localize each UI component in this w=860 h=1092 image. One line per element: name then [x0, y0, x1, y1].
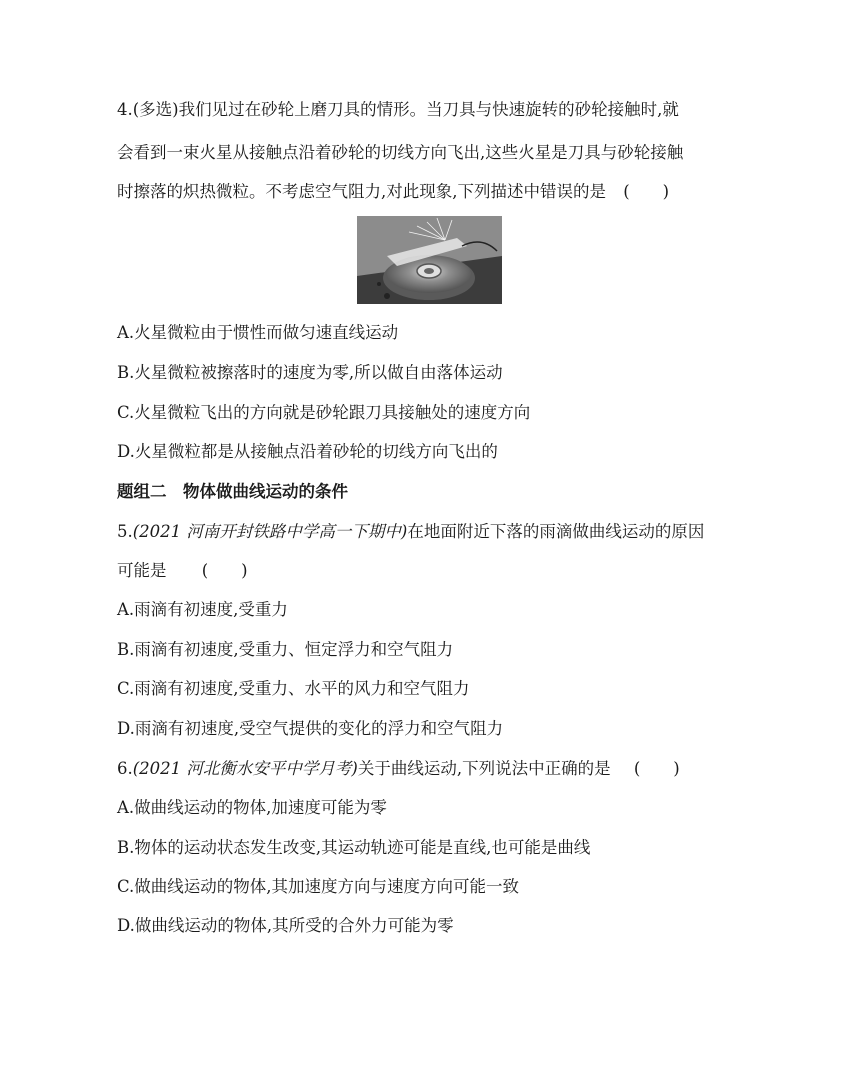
q4-answer-blank: ( )	[623, 182, 670, 201]
q6-stem-line-1	[117, 758, 680, 780]
q5-option-b: B.雨滴有初速度,受重力、恒定浮力和空气阻力	[117, 640, 454, 659]
q5-option-c: C.雨滴有初速度,受重力、水平的风力和空气阻力	[117, 679, 470, 698]
q4-option-a: A.火星微粒由于惯性而做匀速直线运动	[117, 323, 399, 342]
q5-stem-text-2: 可能是	[117, 561, 167, 580]
section-heading: 题组二 物体做曲线运动的条件	[117, 482, 348, 501]
grinding-wheel-illustration	[357, 216, 502, 304]
q5-answer-blank: ( )	[201, 561, 248, 580]
q5-number: 5.	[117, 522, 133, 541]
q6-source: (2021 河北衡水安平中学月考)	[132, 759, 358, 778]
q5-source: (2021 河南开封铁路中学高一下期中)	[132, 522, 408, 541]
q4-stem-line-2: 会看到一束火星从接触点沿着砂轮的切线方向飞出,这些火星是刀具与砂轮接触	[117, 143, 684, 162]
q4-option-c: C.火星微粒飞出的方向就是砂轮跟刀具接触处的速度方向	[117, 403, 531, 422]
q4-stem-line-1: 4.(多选)我们见过在砂轮上磨刀具的情形。当刀具与快速旋转的砂轮接触时,就	[117, 100, 679, 119]
q4-option-d: D.火星微粒都是从接触点沿着砂轮的切线方向飞出的	[117, 442, 498, 461]
q5-option-a: A.雨滴有初速度,受重力	[117, 600, 288, 619]
q4-stem-line-3	[117, 181, 669, 203]
q4-option-b: B.火星微粒被擦落时的速度为零,所以做自由落体运动	[117, 363, 503, 382]
q6-number: 6.	[117, 759, 133, 778]
q6-option-c: C.做曲线运动的物体,其加速度方向与速度方向可能一致	[117, 877, 520, 896]
grinding-wheel-photo	[357, 216, 502, 304]
q5-stem-text: 在地面附近下落的雨滴做曲线运动的原因	[407, 522, 705, 541]
q6-answer-blank: ( )	[633, 759, 680, 778]
q6-option-b: B.物体的运动状态发生改变,其运动轨迹可能是直线,也可能是曲线	[117, 838, 591, 857]
q6-stem-text: 关于曲线运动,下列说法中正确的是	[357, 759, 611, 778]
q5-stem-line-2	[117, 560, 248, 582]
q4-stem-text: 时擦落的炽热微粒。不考虑空气阻力,对此现象,下列描述中错误的是	[117, 182, 606, 201]
q5-option-d: D.雨滴有初速度,受空气提供的变化的浮力和空气阻力	[117, 719, 504, 738]
q5-stem-line-1	[117, 521, 704, 543]
q6-option-d: D.做曲线运动的物体,其所受的合外力可能为零	[117, 916, 454, 935]
q6-option-a: A.做曲线运动的物体,加速度可能为零	[117, 798, 387, 817]
